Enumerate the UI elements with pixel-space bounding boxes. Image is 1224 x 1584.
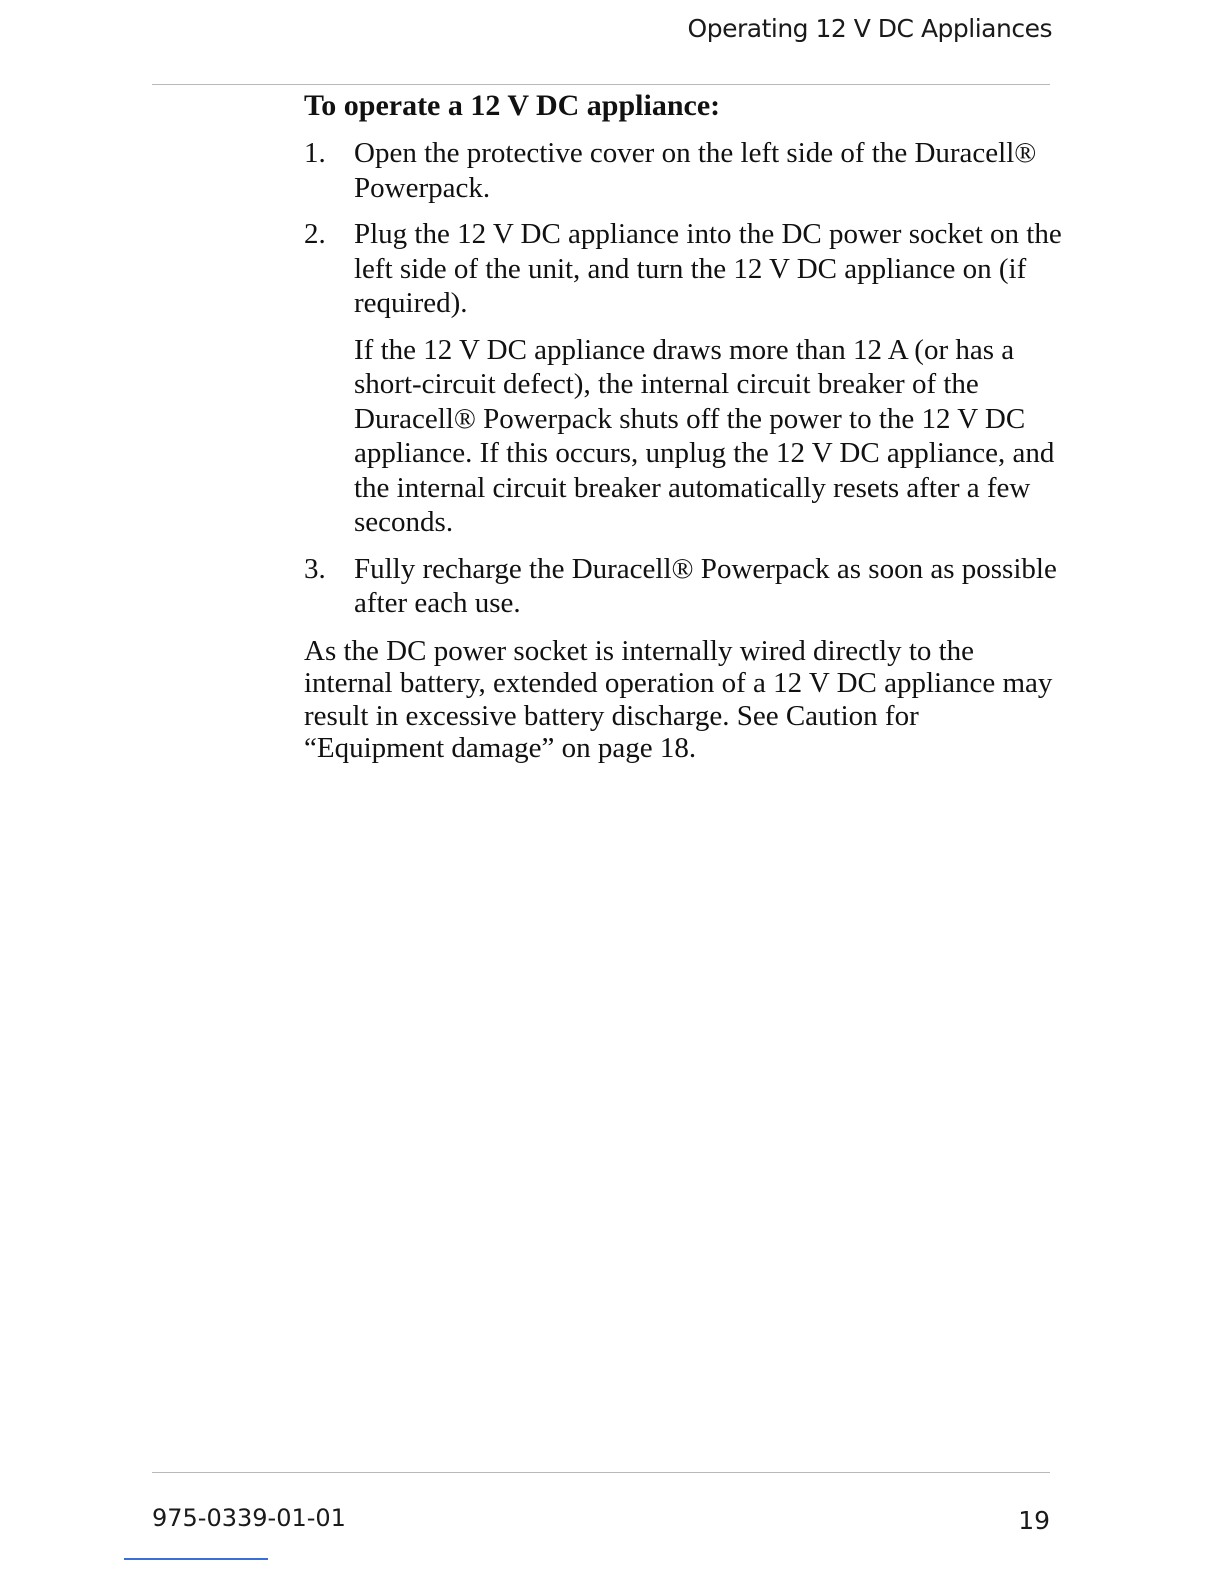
page-number: 19	[1018, 1506, 1050, 1535]
step-item	[304, 136, 1064, 205]
procedure-steps	[304, 136, 1064, 621]
step-number: 1.	[304, 137, 326, 169]
step-text: Open the protective cover on the left side of the Duracell® Powerpack.	[354, 137, 1037, 204]
circuit-breaker-note: If the 12 V DC appliance draws more than 12 A (or has a short-circuit defect), the internal circuit breaker of the Duracell® Powerpack shuts off the power to the 12 V DC appliance. If this occurs, unplug the 12 V DC appliance, and the internal circuit breaker automatically resets after a few seconds.	[354, 333, 1055, 538]
step-number: 3.	[304, 552, 326, 585]
document-number: 975-0339-01-01	[152, 1504, 346, 1532]
battery-discharge-paragraph: As the DC power socket is internally wired directly to the internal battery, extended operation of a 12 V DC appliance may result in excessive battery discharge. See Caution for “Equipment damage” on page 18.	[304, 634, 1053, 764]
scan-edge-line	[124, 1558, 268, 1560]
footer-divider	[152, 1472, 1050, 1473]
main-content	[304, 88, 1064, 794]
step-text: Fully recharge the Duracell® Powerpack as soon as possible after each use.	[354, 552, 1057, 619]
step-item	[304, 217, 1064, 540]
header-divider	[152, 84, 1050, 85]
step-text: Plug the 12 V DC appliance into the DC power socket on the left side of the unit, and turn the 12 V DC appliance on (if required).	[354, 218, 1062, 319]
step-item	[304, 552, 1064, 621]
running-header-title: Operating 12 V DC Appliances	[687, 14, 1052, 43]
procedure-heading: To operate a 12 V DC appliance:	[304, 89, 721, 122]
step-number: 2.	[304, 218, 326, 250]
